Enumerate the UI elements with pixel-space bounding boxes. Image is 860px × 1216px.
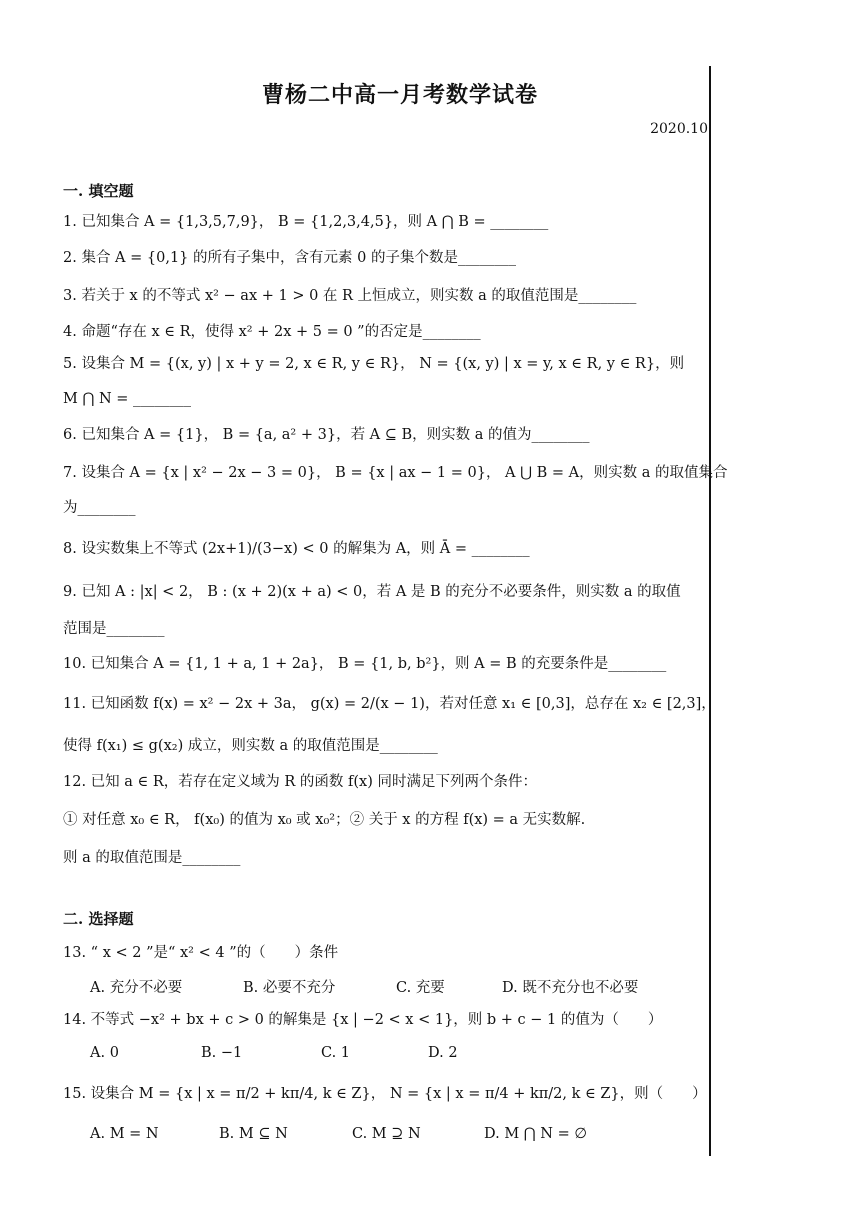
- question-7-line-2: 为________: [63, 500, 136, 516]
- option-a: A. M = N: [90, 1126, 159, 1142]
- page-border-line: [709, 66, 711, 1156]
- option-b: B. 必要不充分: [243, 980, 336, 996]
- question-3: 3. 若关于 x 的不等式 x² − ax + 1 > 0 在 R 上恒成立，则实数 a 的取值范围是________: [63, 288, 637, 304]
- section-fill-in: 一. 填空题: [63, 182, 134, 200]
- option-d: D. M ⋂ N = ∅: [484, 1126, 587, 1142]
- option-c: C. 1: [321, 1045, 351, 1061]
- question-9-line-2: 范围是________: [63, 621, 165, 637]
- question-15: 15. 设集合 M = {x | x = π/2 + kπ/4, k ∈ Z}， N = {x | x = π/4 + kπ/2, k ∈ Z}，则（ ）: [63, 1086, 707, 1102]
- question-12-line-3: 则 a 的取值范围是________: [63, 850, 241, 866]
- option-c: C. M ⊇ N: [352, 1126, 421, 1142]
- question-6: 6. 已知集合 A = {1}， B = {a, a² + 3}，若 A ⊆ B，则实数 a 的值为________: [63, 427, 590, 443]
- question-4: 4. 命题“存在 x ∈ R，使得 x² + 2x + 5 = 0 ”的否定是________: [63, 324, 481, 340]
- question-11-line-2: 使得 f(x₁) ≤ g(x₂) 成立，则实数 a 的取值范围是________: [63, 738, 438, 754]
- option-a: A. 充分不必要: [90, 980, 183, 996]
- question-1: 1. 已知集合 A = {1,3,5,7,9}， B = {1,2,3,4,5}，则 A ⋂ B = ________: [63, 214, 549, 230]
- question-9-line-1: 9. 已知 A : |x| < 2， B : (x + 2)(x + a) < 0，若 A 是 B 的充分不必要条件，则实数 a 的取值: [63, 584, 681, 600]
- option-a: A. 0: [90, 1045, 119, 1061]
- option-b: B. −1: [201, 1045, 243, 1061]
- exam-date: 2020.10: [650, 121, 708, 137]
- question-12-line-1: 12. 已知 a ∈ R，若存在定义域为 R 的函数 f(x) 同时满足下列两个条件：: [63, 774, 538, 790]
- option-d: D. 2: [428, 1045, 458, 1061]
- section-multiple-choice: 二. 选择题: [63, 910, 134, 928]
- question-11-line-1: 11. 已知函数 f(x) = x² − 2x + 3a， g(x) = 2/(x − 1)，若对任意 x₁ ∈ [0,3]，总存在 x₂ ∈ [2,3]，: [63, 696, 716, 712]
- question-8: 8. 设实数集上不等式 (2x+1)/(3−x) < 0 的解集为 A，则 Ā = ________: [63, 541, 530, 557]
- question-13: 13. “ x < 2 ”是“ x² < 4 ”的（ ）条件: [63, 945, 339, 961]
- exam-title: 曹杨二中高一月考数学试卷: [261, 82, 538, 108]
- option-c: C. 充要: [396, 980, 445, 996]
- option-d: D. 既不充分也不必要: [502, 980, 639, 996]
- question-5-line-1: 5. 设集合 M = {(x, y) | x + y = 2, x ∈ R, y ∈ R}， N = {(x, y) | x = y, x ∈ R, y ∈ R}，则: [63, 356, 685, 372]
- question-7-line-1: 7. 设集合 A = {x | x² − 2x − 3 = 0}， B = {x | ax − 1 = 0}， A ⋃ B = A，则实数 a 的取值集合: [63, 465, 728, 481]
- question-12-line-2: ① 对任意 x₀ ∈ R， f(x₀) 的值为 x₀ 或 x₀²；② 关于 x 的方程 f(x) = a 无实数解.: [63, 812, 586, 828]
- question-14: 14. 不等式 −x² + bx + c > 0 的解集是 {x | −2 < x < 1}，则 b + c − 1 的值为（ ）: [63, 1012, 663, 1028]
- question-2: 2. 集合 A = {0,1} 的所有子集中，含有元素 0 的子集个数是________: [63, 250, 516, 266]
- question-10: 10. 已知集合 A = {1, 1 + a, 1 + 2a}， B = {1, b, b²}，则 A = B 的充要条件是________: [63, 656, 667, 672]
- option-b: B. M ⊆ N: [219, 1126, 288, 1142]
- question-5-line-2: M ⋂ N = ________: [63, 391, 192, 407]
